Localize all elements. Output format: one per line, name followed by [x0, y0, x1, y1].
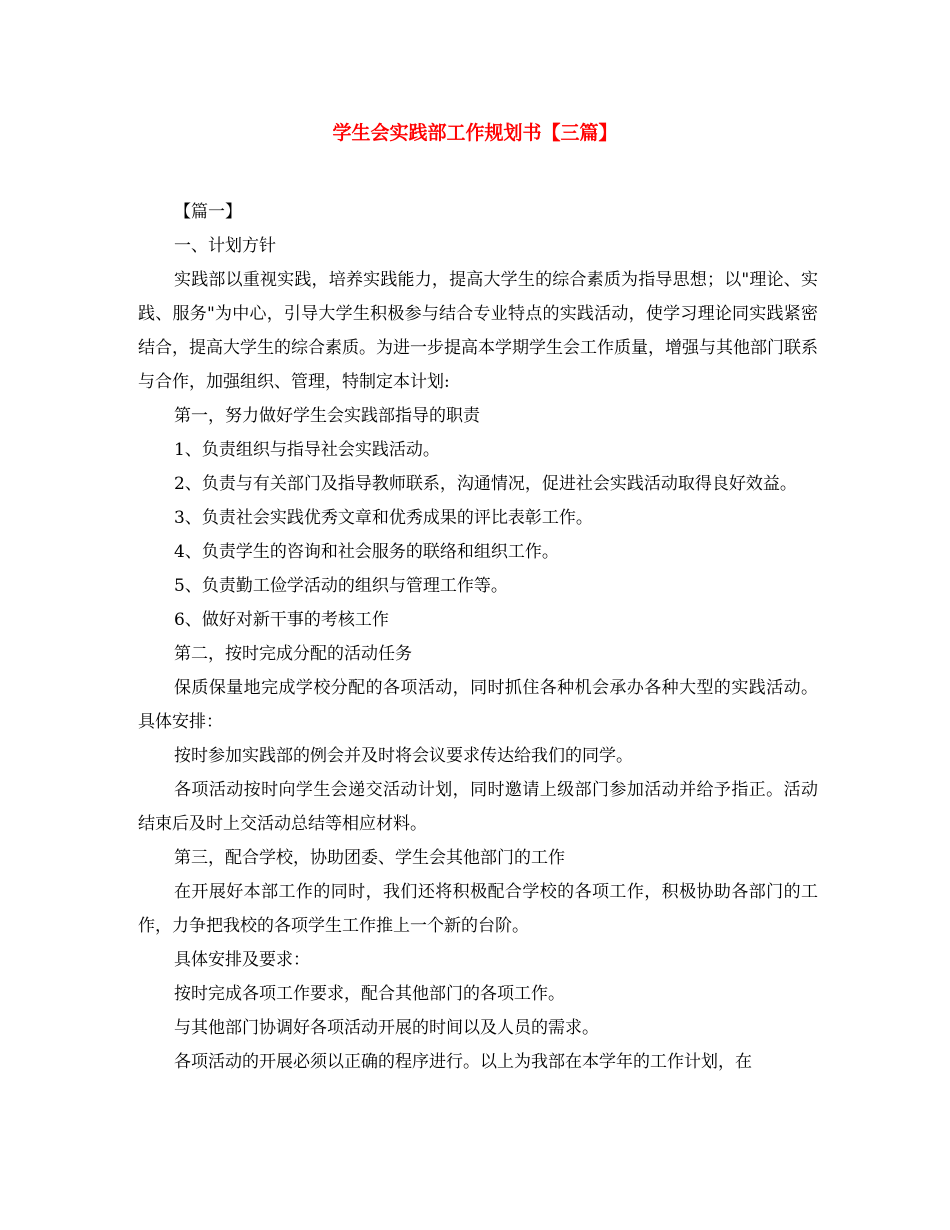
- document-title: 学生会实践部工作规划书【三篇】: [332, 122, 618, 144]
- subheading-second: 第二，按时完成分配的活动任务: [174, 644, 412, 664]
- list-item: 5、负责勤工俭学活动的组织与管理工作等。: [174, 576, 508, 596]
- subheading-plan-policy: 一、计划方针: [174, 236, 276, 256]
- paragraph: 各项活动按时向学生会递交活动计划，同时邀请上级部门参加活动并给予指正。活动结束后及时上交活动总结等相应材料。: [138, 780, 818, 834]
- paragraph: 实践部以重视实践，培养实践能力，提高大学生的综合素质为指导思想；以"理论、实践、服务"为中心，引导大学生积极参与结合专业特点的实践活动，使学习理论同实践紧密结合，提高大学生的综合素质。为进一步提高本学期学生会工作质量，增强与其他部门联系与合作，加强组织、管理，特制定本计划:: [138, 270, 818, 392]
- list-item: 1、负责组织与指导社会实践活动。: [174, 440, 440, 460]
- list-item: 2、负责与有关部门及指导教师联系，沟通情况，促进社会实践活动取得良好效益。: [174, 474, 797, 494]
- paragraph: 按时完成各项工作要求，配合其他部门的各项工作。: [174, 984, 565, 1004]
- subheading-third: 第三，配合学校，协助团委、学生会其他部门的工作: [174, 848, 565, 868]
- document-body: [138, 195, 818, 1079]
- list-item: 6、做好对新干事的考核工作: [174, 610, 389, 630]
- list-item: 4、负责学生的咨询和社会服务的联络和组织工作。: [174, 542, 559, 562]
- subheading-first: 第一，努力做好学生会实践部指导的职责: [174, 406, 480, 426]
- paragraph: 保质保量地完成学校分配的各项活动，同时抓住各种机会承办各种大型的实践活动。具体安排：: [138, 678, 818, 732]
- paragraph: 与其他部门协调好各项活动开展的时间以及人员的需求。: [174, 1018, 599, 1038]
- list-item: 3、负责社会实践优秀文章和优秀成果的评比表彰工作。: [174, 508, 593, 528]
- paragraph: 在开展好本部工作的同时，我们还将积极配合学校的各项工作，积极协助各部门的工作，力争把我校的各项学生工作推上一个新的台阶。: [138, 882, 818, 936]
- paragraph: 具体安排及要求：: [174, 950, 310, 970]
- section-heading: 【篇一】: [174, 202, 242, 222]
- paragraph: 各项活动的开展必须以正确的程序进行。以上为我部在本学年的工作计划，在: [174, 1052, 752, 1072]
- paragraph: 按时参加实践部的例会并及时将会议要求传达给我们的同学。: [174, 746, 633, 766]
